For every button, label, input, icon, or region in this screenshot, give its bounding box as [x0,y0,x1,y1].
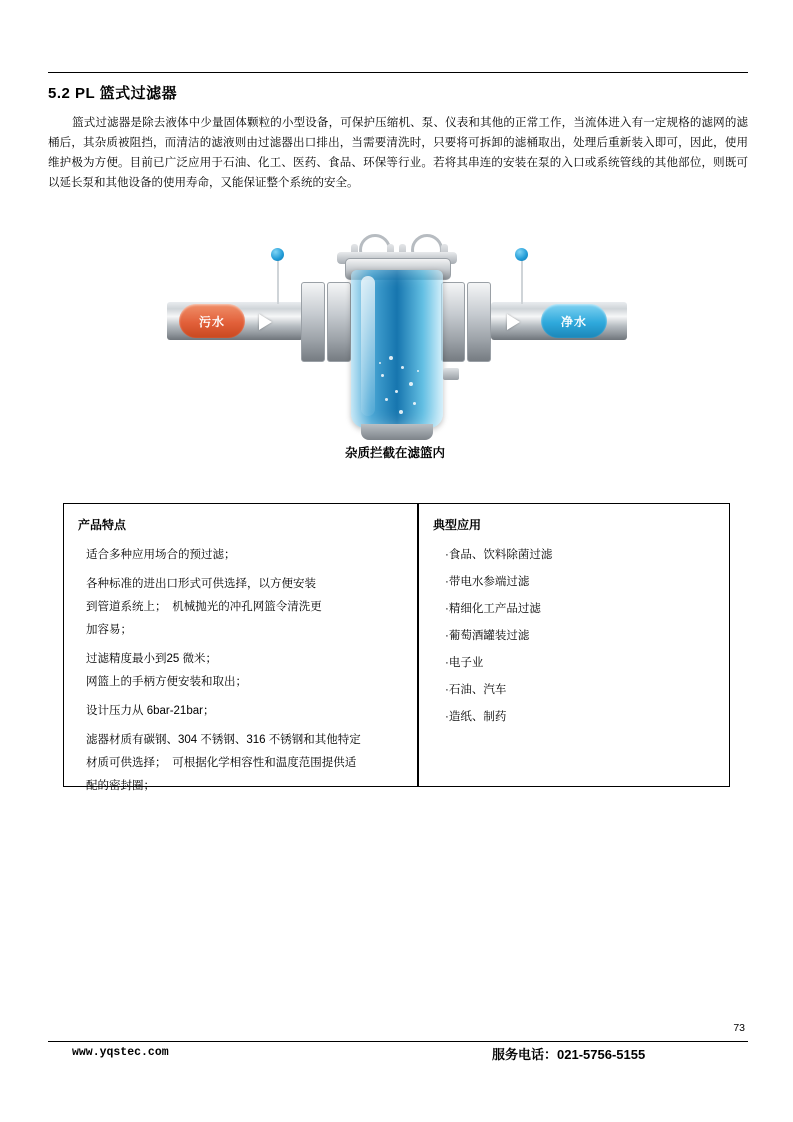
valve-knob-right-icon [515,248,528,261]
bubble [417,370,419,372]
outlet-label: 净水 [541,304,607,338]
flange-inlet-outer [301,282,325,362]
footer-divider [48,1041,748,1042]
flow-arrow-outlet-icon [507,314,520,330]
feature-item: 网篮上的手柄方便安装和取出； [86,676,247,688]
applications-list [445,544,717,733]
applications-heading: 典型应用 [433,518,482,532]
intro-paragraph-text: 篮式过滤器是除去液体中少量固体颗粒的小型设备，可保护压缩机、泵、仪表和其他的正常工作，当流体进入有一定规格的滤网的滤桶后，其杂质被阻挡，而清洁的滤液则由过滤器出口排出，当需要清洗时，只要将可拆卸的滤桶取出，处理后重新装入即可，因此，使用维护极为方便。目前已广泛应用于石油、化工、医药、食品、环保等行业。若将其串连的安装在泵的入口或系统管线的其他部位，则既可以延长泵和其他设备的使用寿命，又能保证整个系统的安全。 [48,117,748,189]
footer-service-phone: 服务电话：021-5756-5155 [492,1047,646,1062]
figure-caption: 杂质拦截在滤篮内 [344,446,445,460]
features-heading: 产品特点 [78,518,127,532]
bubble [413,402,416,405]
inlet-label: 污水 [179,304,245,338]
vessel-base [361,424,433,440]
bubble [381,374,384,377]
feature-item: 配的密封圈； [86,780,155,792]
valve-knob-left-icon [271,248,284,261]
bubble [401,366,404,369]
application-item: ·电子业 [445,657,484,669]
flange-outlet-inner [441,282,465,362]
bubble [379,362,381,364]
applications-box [418,503,730,787]
bubble [385,398,388,401]
feature-item: 滤器材质有碳钢、304 不锈钢、316 不锈钢和其他特定 [86,734,361,746]
page-number: 73 [733,1022,745,1034]
features-box [63,503,418,792]
bubble [409,382,413,386]
flange-inlet-inner [327,282,351,362]
application-item: ·食品、饮料除菌过滤 [445,549,553,561]
header-divider [48,72,748,73]
valve-stem-right [521,260,523,304]
features-list [86,544,403,804]
feature-item: 加容易； [86,624,132,636]
bubble [389,356,393,360]
valve-stem-left [277,260,279,304]
feature-item: 各种标准的进出口形式可供选择，以方便安装 [86,578,316,590]
application-item: ·带电水参端过滤 [445,576,530,588]
feature-item: 材质可供选择； 可根据化学相容性和温度范围提供适 [86,757,357,769]
page-title: 5.2 PL 篮式过滤器 [48,85,178,102]
feature-item: 设计压力从 6bar-21bar； [86,705,215,717]
basket-filter-illustration [155,218,635,468]
drain-nipple [443,368,459,380]
application-item: ·石油、汽车 [445,684,507,696]
footer-website: www.yqstec.com [72,1046,169,1059]
application-item: ·造纸、制药 [445,711,507,723]
feature-item: 到管道系统上； 机械抛光的冲孔网篮令清洗更 [86,601,322,613]
filter-vessel [351,270,443,428]
application-item: ·精细化工产品过滤 [445,603,541,615]
application-item: ·葡萄酒罐装过滤 [445,630,530,642]
bubble [399,410,403,414]
feature-item: 过滤精度最小到25 微米； [86,653,217,665]
feature-item: 适合多种应用场合的预过滤； [86,549,236,561]
intro-paragraph [48,113,748,193]
bubble [395,390,398,393]
flange-outlet-outer [467,282,491,362]
flow-arrow-inlet-icon [259,314,272,330]
